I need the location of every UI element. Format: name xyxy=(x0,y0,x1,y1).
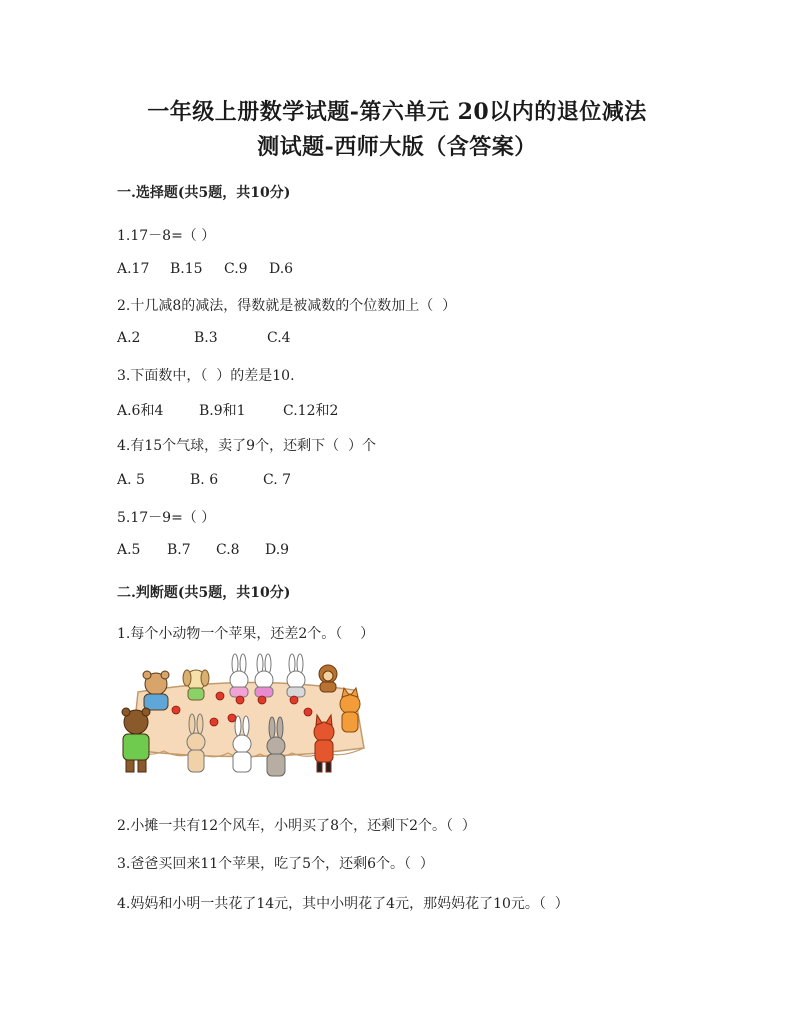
option: A. 5 xyxy=(117,472,145,488)
question-5: 5.17－9=（ ） xyxy=(117,510,216,526)
option: C.12和2 xyxy=(283,403,339,419)
option: A.5 xyxy=(117,542,141,558)
judgement-question-4: 4.妈妈和小明一共花了14元，其中小明花了4元，那妈妈花了10元。（ ） xyxy=(117,896,569,912)
option: D.9 xyxy=(265,542,290,558)
judgement-question-1: 1.每个小动物一个苹果，还差2个。（ ） xyxy=(117,626,375,642)
bunny-back-1 xyxy=(230,654,248,697)
option: A.2 xyxy=(117,330,141,346)
option: C.8 xyxy=(216,542,240,558)
question-3: 3.下面数中，（ ）的差是10. xyxy=(117,368,295,384)
option: B. 6 xyxy=(190,472,219,488)
cat-character xyxy=(340,688,360,732)
option: D.6 xyxy=(269,261,294,277)
bunny-back-3 xyxy=(287,654,305,697)
bear-character-top xyxy=(143,671,169,710)
option: A.17 xyxy=(117,261,150,277)
question-2: 2.十几减8的减法，得数就是被减数的个位数加上（ ） xyxy=(117,298,457,314)
option: A.6和4 xyxy=(117,403,164,419)
fox-character xyxy=(314,715,334,772)
question-1: 1.17－8=（ ） xyxy=(117,228,216,244)
option: C.4 xyxy=(267,330,291,346)
option: B.7 xyxy=(167,542,191,558)
animals-table-illustration xyxy=(118,652,374,782)
option: B.3 xyxy=(194,330,218,346)
option: B.9和1 xyxy=(199,403,246,419)
judgement-question-2: 2.小摊一共有12个风车，小明买了8个，还剩下2个。（ ） xyxy=(117,818,476,834)
question-4: 4.有15个气球，卖了9个，还剩下（ ）个 xyxy=(117,438,376,454)
document-title-line-2: 测试题-西师大版（含答案） xyxy=(257,134,537,160)
document-title-line-1: 一年级上册数学试题-第六单元 20以内的退位减法 xyxy=(147,99,647,125)
judgement-question-3: 3.爸爸买回来11个苹果，吃了5个，还剩6个。（ ） xyxy=(117,856,434,872)
bunny-back-2 xyxy=(255,654,273,697)
option: C. 7 xyxy=(263,472,292,488)
option: C.9 xyxy=(224,261,248,277)
bear-character-bottom xyxy=(122,708,150,772)
section-heading-choice: 一.选择题(共5题，共10分) xyxy=(117,185,291,201)
section-heading-judgement: 二.判断题(共5题，共10分) xyxy=(117,585,291,601)
option: B.15 xyxy=(170,261,203,277)
monkey-character xyxy=(319,665,337,692)
